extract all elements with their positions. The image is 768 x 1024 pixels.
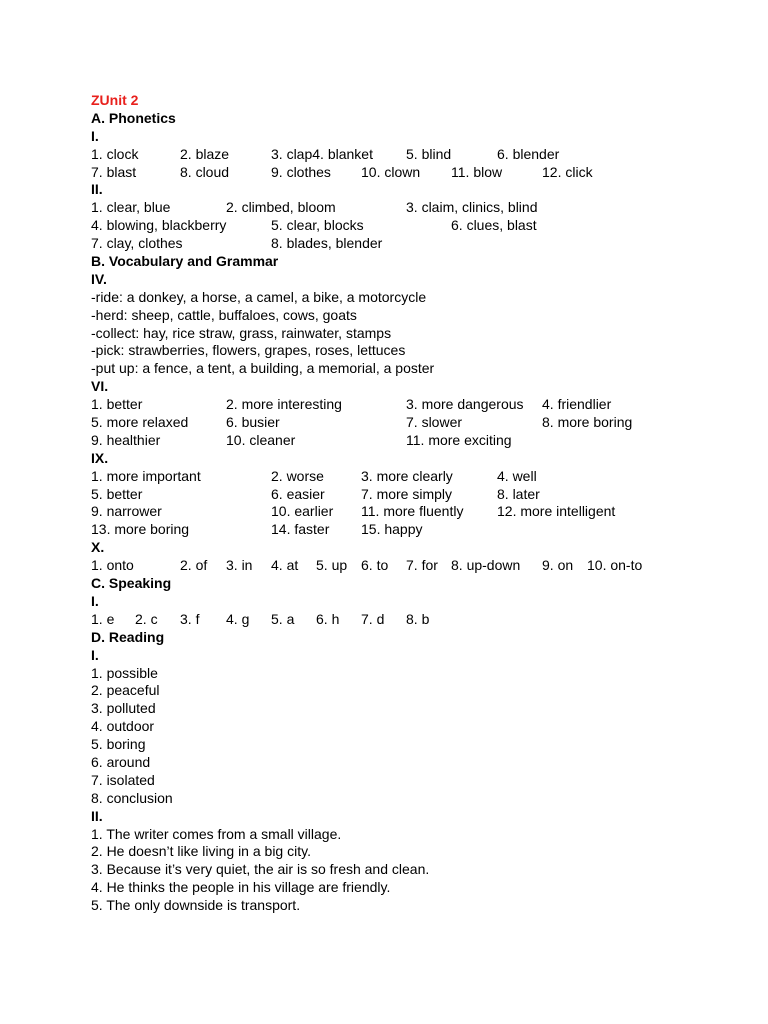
answer-item: 4. blowing, blackberry [91, 217, 227, 234]
answer-item: 7. slower [406, 414, 463, 431]
answer-row [91, 557, 751, 575]
answer-item: 10. clown [361, 163, 421, 180]
answer-item: 14. faster [271, 521, 330, 538]
answer-item: 3. in [226, 557, 253, 574]
section-heading-reading: D. Reading [91, 628, 165, 645]
answer-item: 5. up [316, 557, 348, 574]
answer-item: 5. blind [406, 145, 452, 162]
answer-item: 12. more intelligent [497, 503, 616, 520]
answer-line: 2. He doesn’t like living in a big city. [91, 843, 311, 860]
answer-item: 6. busier [226, 414, 280, 431]
answer-item: 4. well [497, 467, 537, 484]
answer-item: 1. onto [91, 557, 134, 574]
answer-row [91, 521, 751, 539]
answer-row [91, 217, 751, 235]
answer-item: 4. g [226, 610, 250, 627]
answer-item: 8. more boring [542, 414, 633, 431]
part-label: I. [91, 592, 99, 609]
answer-row [91, 432, 751, 450]
answer-line: 2. peaceful [91, 682, 160, 699]
answer-row [91, 396, 751, 414]
answer-line: 1. The writer comes from a small village. [91, 825, 342, 842]
section-heading-phonetics: A. Phonetics [91, 109, 176, 126]
answer-item: 2. c [135, 610, 158, 627]
answer-item: 7. for [406, 557, 438, 574]
answer-line: 8. conclusion [91, 789, 173, 806]
answer-item: 1. more important [91, 467, 201, 484]
answer-item: 2. worse [271, 467, 324, 484]
answer-item: 10. on-to [587, 557, 643, 574]
answer-item: 2. more interesting [226, 396, 342, 413]
answer-line: 7. isolated [91, 771, 155, 788]
answer-item: 6. easier [271, 485, 325, 502]
answer-item: 5. a [271, 610, 295, 627]
part-label: IV. [91, 270, 107, 287]
answer-row [91, 414, 751, 432]
answer-line: -herd: sheep, cattle, buffaloes, cows, goats [91, 306, 357, 323]
answer-line: -ride: a donkey, a horse, a camel, a bike, a motorcycle [91, 288, 427, 305]
answer-item: 6. blender [497, 145, 560, 162]
answer-item: 10. earlier [271, 503, 334, 520]
answer-row [91, 199, 751, 217]
document-title: ZUnit 2 [91, 92, 139, 108]
answer-item: 9. on [542, 557, 574, 574]
answer-row [91, 235, 751, 253]
answer-line: 3. Because it’s very quiet, the air is so fresh and clean. [91, 861, 430, 878]
answer-line: -pick: strawberries, flowers, grapes, roses, lettuces [91, 342, 406, 359]
answer-item: 5. better [91, 485, 143, 502]
answer-item: 1. better [91, 396, 143, 413]
answer-item: 6. to [361, 557, 389, 574]
part-label: II. [91, 181, 103, 198]
answer-item: 11. blow [451, 163, 503, 180]
answer-item: 3. more dangerous [406, 396, 524, 413]
answer-line: -put up: a fence, a tent, a building, a memorial, a poster [91, 360, 435, 377]
part-label: X. [91, 539, 105, 556]
answer-item: 1. clock [91, 145, 139, 162]
answer-line: 1. possible [91, 664, 158, 681]
answer-key-document [91, 92, 751, 915]
answer-item: 9. healthier [91, 431, 161, 448]
answer-row [91, 146, 751, 164]
answer-item: 10. cleaner [226, 431, 296, 448]
answer-row [91, 468, 751, 486]
answer-item: 3. clap4. blanket [271, 145, 373, 162]
answer-item: 3. f [180, 610, 200, 627]
answer-line: 5. The only downside is transport. [91, 897, 301, 914]
answer-item: 5. more relaxed [91, 414, 189, 431]
answer-item: 9. clothes [271, 163, 331, 180]
answer-item: 1. e [91, 610, 115, 627]
answer-item: 4. at [271, 557, 299, 574]
answer-item: 2. climbed, bloom [226, 199, 336, 216]
answer-row [91, 503, 751, 521]
answer-item: 7. blast [91, 163, 137, 180]
answer-row [91, 164, 751, 182]
answer-item: 4. friendlier [542, 396, 612, 413]
answer-item: 8. up-down [451, 557, 521, 574]
answer-item: 3. claim, clinics, blind [406, 199, 538, 216]
answer-line: 4. outdoor [91, 718, 155, 735]
answer-item: 7. more simply [361, 485, 453, 502]
answer-item: 11. more exciting [406, 431, 512, 448]
answer-line: -collect: hay, rice straw, grass, rainwater, stamps [91, 324, 392, 341]
answer-line: 3. polluted [91, 700, 156, 717]
part-label: IX. [91, 449, 109, 466]
answer-item: 5. clear, blocks [271, 217, 364, 234]
answer-item: 8. b [406, 610, 430, 627]
answer-row [91, 486, 751, 504]
answer-item: 15. happy [361, 521, 423, 538]
answer-item: 8. later [497, 485, 540, 502]
answer-item: 11. more fluently [361, 503, 464, 520]
answer-item: 2. of [180, 557, 208, 574]
answer-item: 1. clear, blue [91, 199, 171, 216]
answer-item: 7. d [361, 610, 385, 627]
answer-item: 12. click [542, 163, 593, 180]
answer-item: 8. blades, blender [271, 235, 383, 252]
answer-item: 9. narrower [91, 503, 162, 520]
part-label: II. [91, 807, 103, 824]
answer-item: 13. more boring [91, 521, 190, 538]
answer-line: 4. He thinks the people in his village are friendly. [91, 879, 391, 896]
answer-item: 8. cloud [180, 163, 230, 180]
answer-row [91, 611, 751, 629]
part-label: I. [91, 127, 99, 144]
part-label: I. [91, 646, 99, 663]
section-heading-vocabulary: B. Vocabulary and Grammar [91, 253, 279, 270]
answer-item: 3. more clearly [361, 467, 453, 484]
answer-item: 6. clues, blast [451, 217, 537, 234]
answer-item: 2. blaze [180, 145, 230, 162]
answer-item: 7. clay, clothes [91, 235, 183, 252]
answer-line: 5. boring [91, 736, 146, 753]
section-heading-speaking: C. Speaking [91, 575, 172, 592]
part-label: VI. [91, 378, 109, 395]
answer-item: 6. h [316, 610, 340, 627]
answer-line: 6. around [91, 753, 151, 770]
